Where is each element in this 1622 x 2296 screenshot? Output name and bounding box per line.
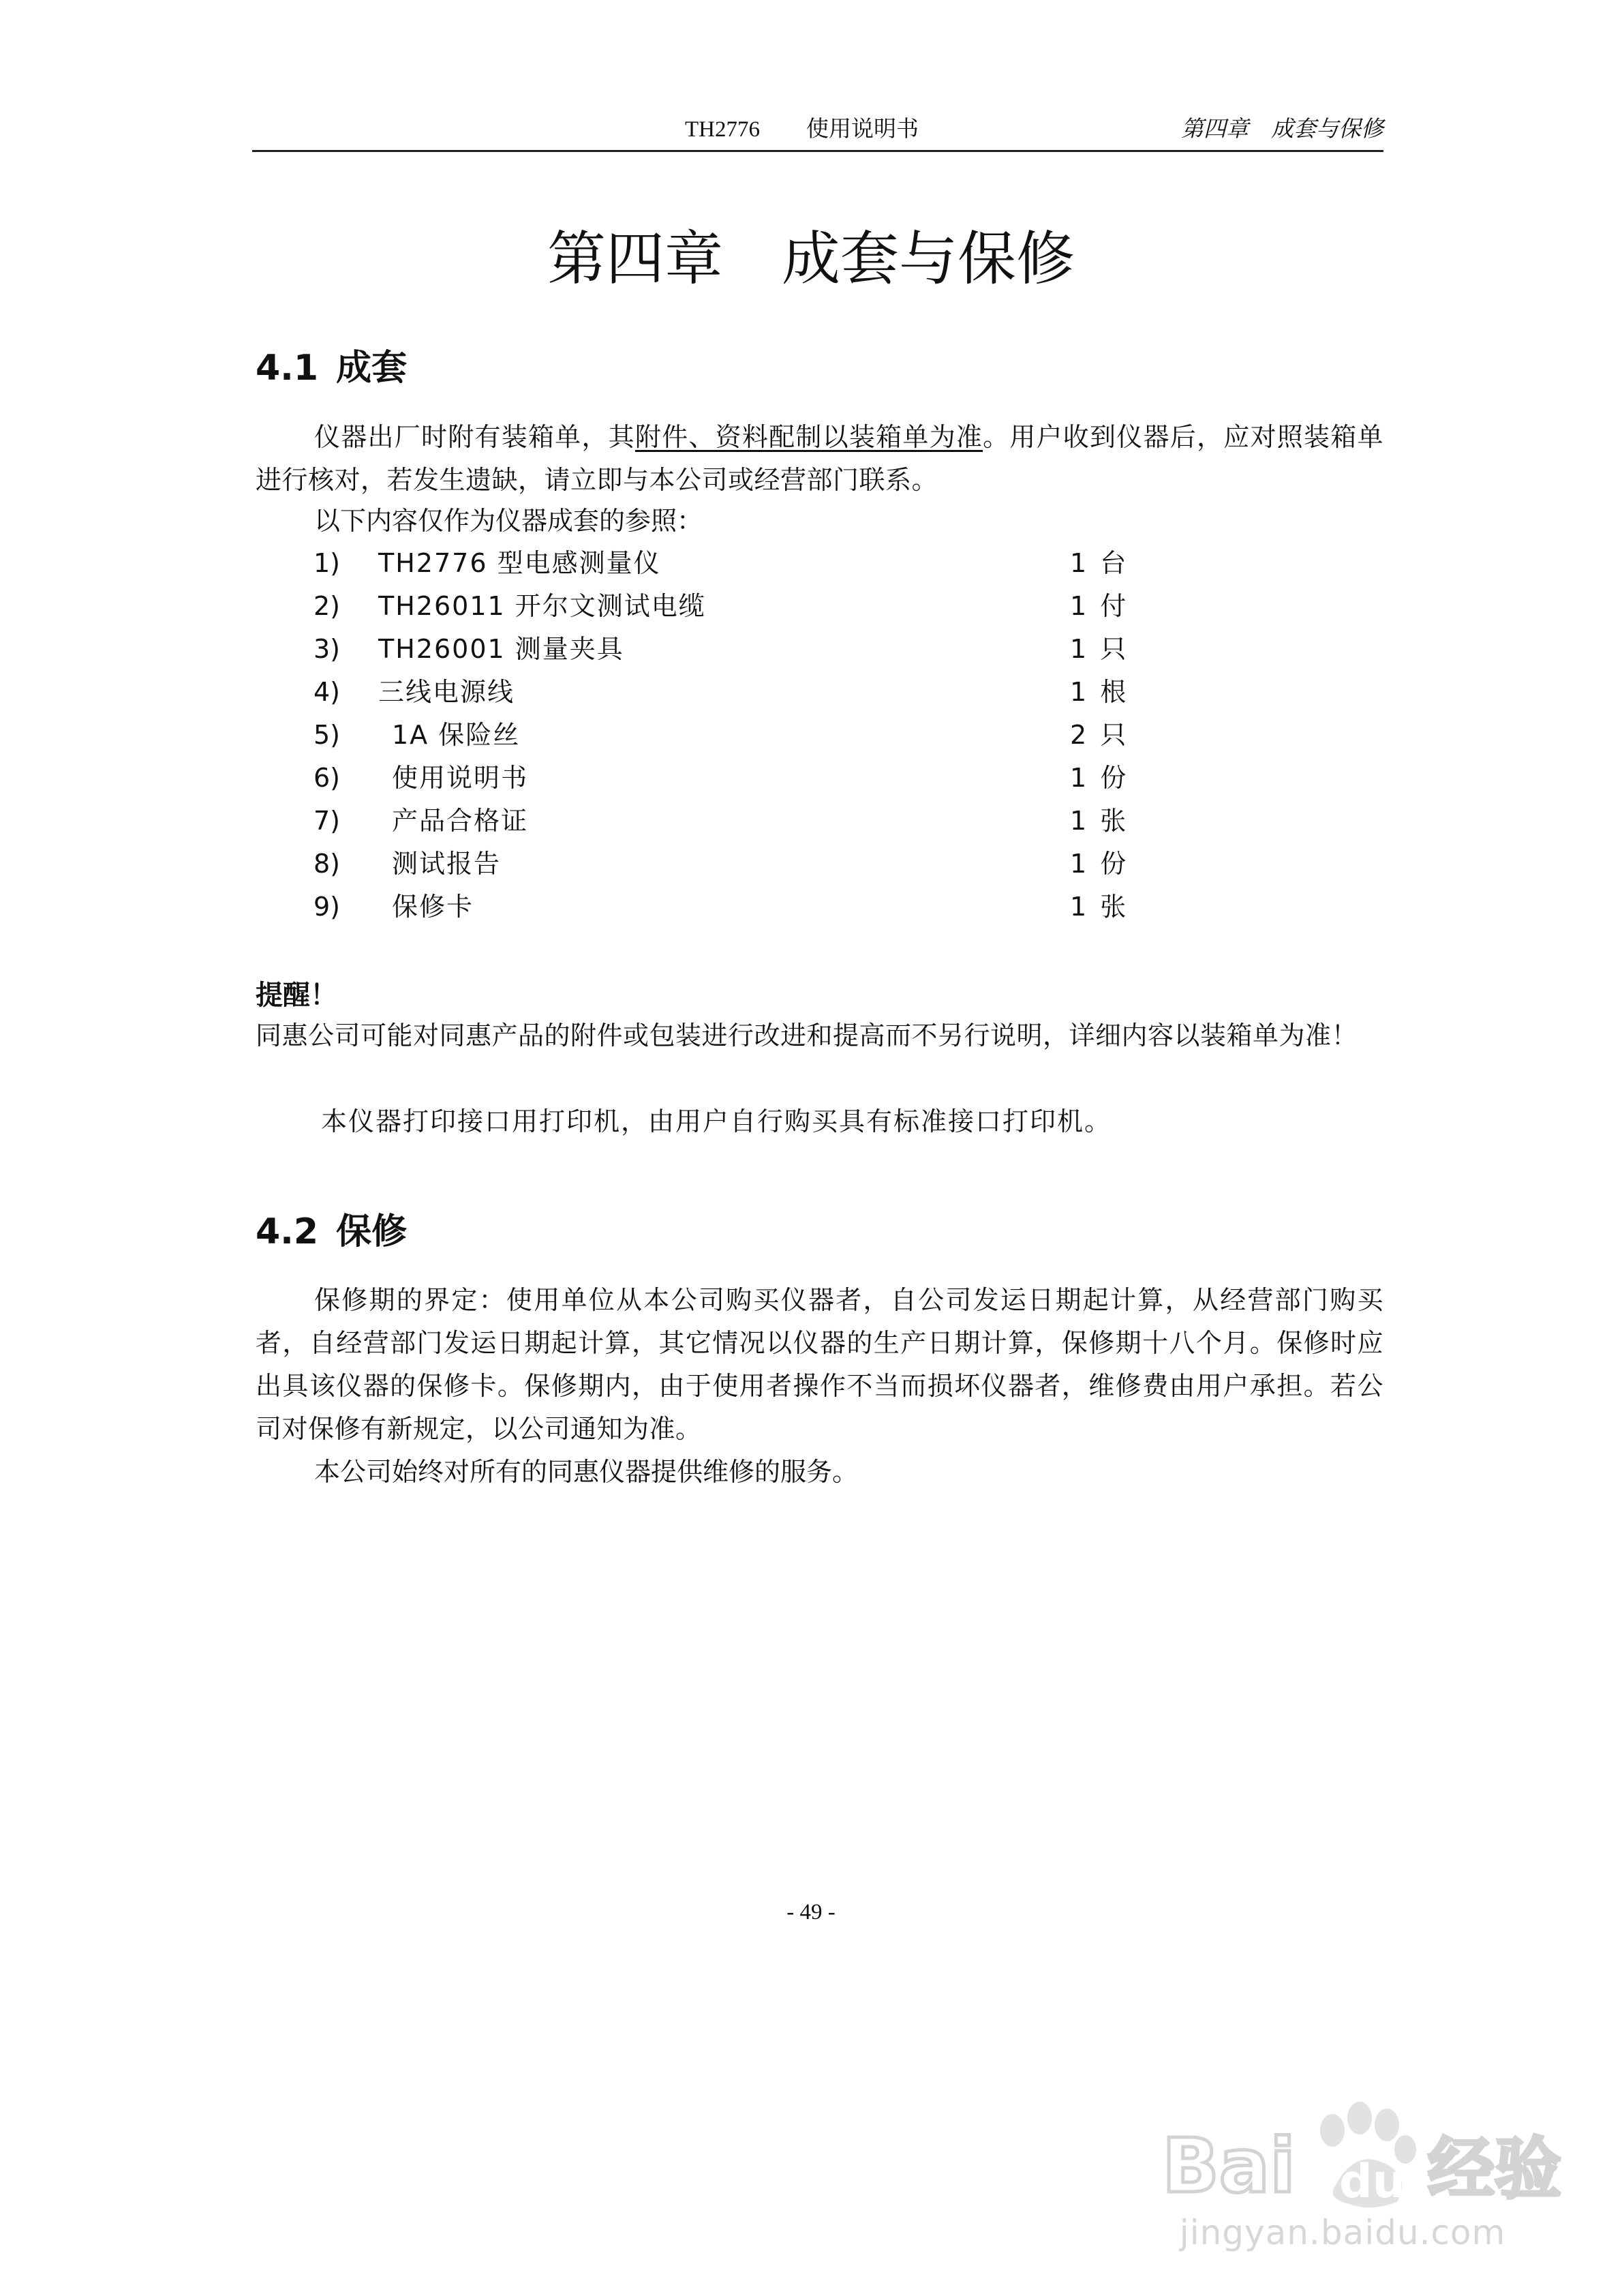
kit-item-number: 3)	[313, 634, 341, 664]
reminder-text: 同惠公司可能对同惠产品的附件或包装进行改进和提高而不另行说明，详细内容以装箱单为准！	[256, 1021, 1358, 1051]
section-title-4-2	[256, 1208, 407, 1256]
header-model: TH2776	[685, 117, 760, 142]
kit-item	[256, 800, 1210, 843]
baidu-logo-icon	[1152, 2083, 1574, 2219]
warranty-paragraph: 保修期的界定：使用单位从本公司购买仪器者，自公司发运日期起计算，从经营部门购买者，自经营部门发运日期起计算，其它情况以仪器的生产日期计算，保修期十八个月。保修时应出具该仪器的保修卡。保修期内，由于使用者操作不当而损坏仪器者，维修费由用户承担。若公司对保修有新规定，以公司通知为准。	[256, 1285, 1383, 1444]
kit-item-name: 测试报告	[392, 849, 502, 879]
kit-item-name: TH2776 型电感测量仪	[378, 548, 661, 578]
header-doc-title: 使用说明书	[806, 117, 919, 142]
kit-item-quantity: 1 张	[1070, 892, 1129, 922]
kit-item-name: TH26001 测量夹具	[378, 634, 624, 664]
kit-intro-text-end: 。用户收到仪器后，应对照装箱单进行核对，若发生遗缺，请立即与本公司或经营部门联系。	[256, 422, 1383, 495]
baidu-watermark	[1152, 2083, 1574, 2260]
kit-item-name: 1A 保险丝	[392, 720, 521, 750]
kit-item	[256, 886, 1210, 928]
kit-item	[256, 585, 1210, 628]
printer-note: 本仪器打印接口用打印机，由用户自行购买具有标准接口打印机。	[321, 1106, 1112, 1136]
kit-item-number: 6)	[313, 763, 341, 793]
kit-item	[256, 671, 1210, 714]
kit-item-number: 1)	[313, 548, 341, 578]
header-document-title	[685, 116, 919, 143]
kit-item-quantity: 1 份	[1070, 763, 1129, 793]
kit-item-number: 9)	[313, 892, 341, 922]
watermark-url: jingyan.baidu.com	[1179, 2213, 1506, 2252]
chapter-title: 第四章 成套与保修	[547, 225, 1075, 293]
reminder-label: 提醒！	[256, 980, 337, 1011]
page-header	[252, 109, 1383, 152]
page-number: - 49 -	[786, 1900, 836, 1924]
kit-item-quantity: 1 张	[1070, 806, 1129, 836]
section-title-4-1	[256, 344, 407, 392]
svg-text:du: du	[1339, 2155, 1406, 2209]
section-title-text: 成套	[336, 348, 408, 389]
svg-text:经验: 经验	[1428, 2130, 1562, 2208]
kit-intro-text: 仪器出厂时附有装箱单，其	[314, 422, 635, 452]
kit-item-quantity: 1 付	[1070, 591, 1129, 621]
kit-intro-underlined: 附件、资料配制以装箱单为准	[634, 422, 983, 452]
kit-item-quantity: 1 份	[1070, 849, 1129, 879]
baidu-logo-text: Bai	[1162, 2122, 1296, 2209]
kit-item-number: 7)	[313, 806, 341, 836]
kit-item	[256, 714, 1210, 757]
kit-item-name: 保修卡	[392, 892, 474, 922]
kit-item-name: 三线电源线	[378, 677, 515, 707]
kit-item-number: 4)	[313, 677, 341, 707]
service-note: 本公司始终对所有的同惠仪器提供维修的服务。	[314, 1457, 859, 1487]
kit-item-quantity: 1 只	[1070, 634, 1129, 664]
kit-item	[256, 843, 1210, 886]
kit-item	[256, 542, 1210, 585]
kit-item-quantity: 1 台	[1070, 548, 1129, 578]
kit-item-name: TH26011 开尔文测试电缆	[378, 591, 706, 621]
kit-item-name: 产品合格证	[392, 806, 529, 836]
kit-item	[256, 757, 1210, 800]
section-title-text: 保修	[336, 1211, 408, 1252]
section-number: 4.1	[256, 348, 319, 389]
kit-list	[256, 542, 1210, 928]
kit-item	[256, 628, 1210, 671]
section-number: 4.2	[256, 1211, 319, 1252]
kit-item-number: 2)	[313, 591, 341, 621]
kit-item-number: 8)	[313, 849, 341, 879]
kit-item-number: 5)	[313, 720, 341, 750]
kit-intro-paragraph	[256, 416, 1383, 502]
header-chapter: 第四章 成套与保修	[1181, 117, 1383, 142]
kit-item-quantity: 2 只	[1070, 720, 1129, 750]
kit-reference-note: 以下内容仅作为仪器成套的参照：	[314, 506, 703, 536]
kit-item-name: 使用说明书	[392, 763, 529, 793]
kit-item-quantity: 1 根	[1070, 677, 1129, 707]
